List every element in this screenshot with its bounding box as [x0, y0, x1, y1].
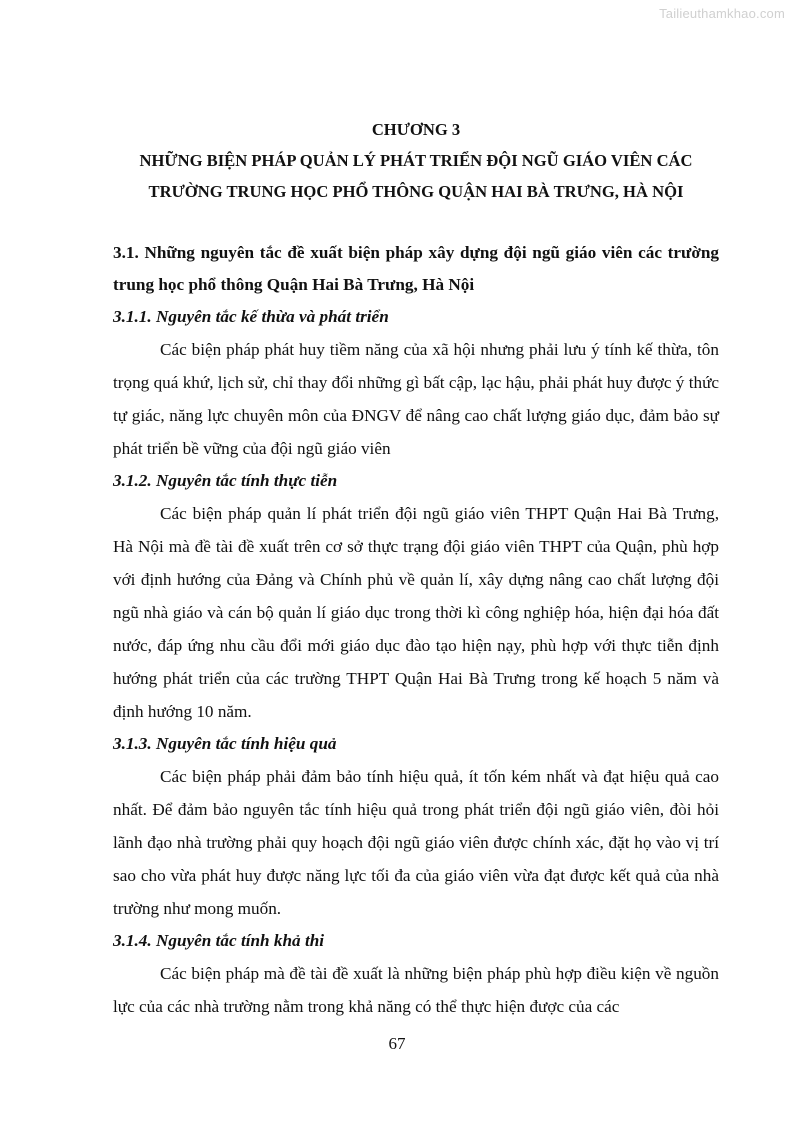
subsection-paragraph-1: Các biện pháp phát huy tiềm năng của xã hội nhưng phải lưu ý tính kế thừa, tôn trọng quá khứ, lịch sử, chỉ thay đổi những gì bất cập, lạc hậu, phải phát huy được ý thức tự giác, năng lực chuyên môn của ĐNGV để nâng cao chất lượng giáo dục, đảm bảo sự phát triển bề vững của đội ngũ giáo viên [113, 340, 720, 458]
page-number: 67 [388, 1034, 406, 1053]
subsection-paragraph-4: Các biện pháp mà đề tài đề xuất là những biện pháp phù hợp điều kiện về nguồn lực của các nhà trường nằm trong khả năng có thể thực hiện được của các [113, 964, 719, 1016]
subsection-paragraph-2: Các biện pháp quản lí phát triển đội ngũ giáo viên THPT Quận Hai Bà Trưng, Hà Nội mà đề tài đề xuất trên cơ sở thực trạng đội giáo viên THPT của Quận, phù hợp với định hướng của Đảng và Chính phủ về quản lí, xây dựng nâng cao chất lượng đội ngũ nhà giáo và cán bộ quản lí giáo dục trong thời kì công nghiệp hóa, hiện đại hóa đất nước, đáp ứng nhu cầu đổi mới giáo dục đào tạo hiện nạy, phù hợp với thực tiễn định hướng phát triển của các trường THPT Quận Hai Bà Trưng trong kế hoạch 5 năm và định hướng 10 năm. [113, 504, 719, 721]
chapter-title-line-1: NHỮNG BIỆN PHÁP QUẢN LÝ PHÁT TRIỂN ĐỘI NGŨ GIÁO VIÊN CÁC [139, 151, 693, 170]
watermark: Tailieuthamkhao.com [659, 6, 785, 21]
section-heading: 3.1. Những nguyên tắc đề xuất biện pháp xây dựng đội ngũ giáo viên các trường trung học phổ thông Quận Hai Bà Trưng, Hà Nội [113, 243, 719, 294]
chapter-heading [113, 114, 719, 207]
chapter-number: CHƯƠNG 3 [371, 120, 461, 139]
subsection-heading-4: 3.1.4. Nguyên tắc tính khả thi [113, 931, 325, 950]
subsection-paragraph-3: Các biện pháp phải đảm bảo tính hiệu quả, ít tốn kém nhất và đạt hiệu quả cao nhất. Để đảm bảo nguyên tắc tính hiệu quả trong phát triển đội ngũ giáo viên, đòi hỏi lãnh đạo nhà trường phải quy hoạch đội ngũ giáo viên được chính xác, đặt họ vào vị trí sao cho vừa phát huy được năng lực tối đa của giáo viên vừa đạt được kết quả của nhà trường như mong muốn. [113, 767, 719, 918]
subsection-heading-3: 3.1.3. Nguyên tắc tính hiệu quả [113, 734, 337, 753]
subsection-heading-2: 3.1.2. Nguyên tắc tính thực tiễn [113, 471, 338, 490]
chapter-title-line-2: TRƯỜNG TRUNG HỌC PHỔ THÔNG QUẬN HAI BÀ TRƯNG, HÀ NỘI [148, 182, 684, 201]
subsection-heading-1: 3.1.1. Nguyên tắc kế thừa và phát triển [113, 307, 389, 326]
document-page [113, 114, 719, 1023]
